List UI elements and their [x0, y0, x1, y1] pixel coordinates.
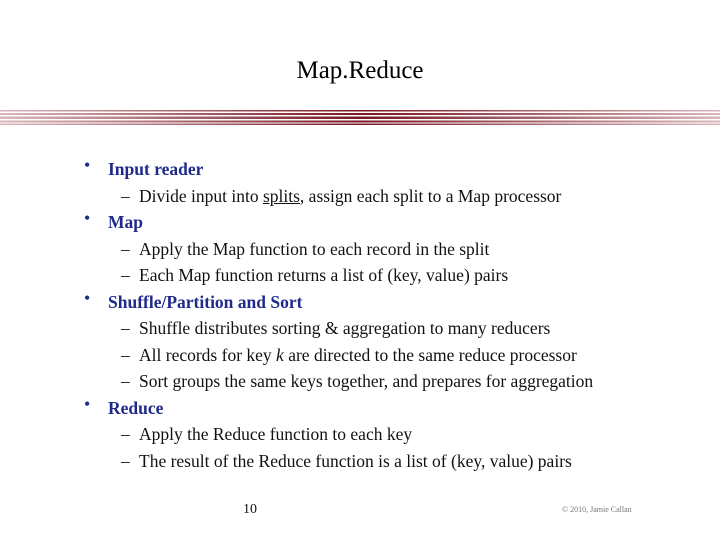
bullet-dot-icon: •	[84, 393, 91, 414]
bullet-item	[0, 156, 720, 209]
dash-icon: –	[121, 265, 130, 285]
sub-bullet-emphasis: k	[276, 344, 284, 365]
page-number: 10	[243, 502, 257, 517]
sub-bullet-text: , assign each split to a Map processor	[299, 185, 562, 206]
sub-bullet-text: All records for key	[139, 344, 277, 365]
dash-icon: –	[121, 371, 130, 391]
bullet-item	[0, 395, 720, 475]
sub-bullet-text: Shuffle distributes sorting & aggregation to many reducers	[139, 318, 551, 338]
dash-icon: –	[121, 344, 130, 365]
bullet-dot-icon: •	[84, 155, 91, 175]
bullet-dot-icon: •	[84, 208, 91, 228]
sub-bullet-text: The result of the Reduce function is a list of (key, value) pairs	[139, 450, 572, 471]
bullet-label: Input reader	[108, 159, 204, 179]
sub-bullet-text: Apply the Map function to each record in the split	[139, 238, 490, 259]
copyright-notice: © 2010, Jamie Callan	[562, 505, 632, 514]
bullet-heading	[0, 209, 720, 236]
bullet-item	[0, 209, 720, 289]
sub-bullet-text: Each Map function returns a list of (key, value) pairs	[139, 265, 509, 285]
slide-body	[0, 156, 720, 474]
dash-icon: –	[121, 238, 130, 259]
slide-title: Map.Reduce	[296, 57, 424, 84]
bullet-label: Shuffle/Partition and Sort	[108, 291, 303, 312]
sub-bullet-text: Sort groups the same keys together, and prepares for aggregation	[139, 371, 594, 391]
sub-bullet	[0, 236, 720, 263]
bullet-heading	[0, 395, 720, 422]
dash-icon: –	[121, 450, 130, 471]
sub-bullet	[0, 183, 720, 210]
sub-bullet	[0, 448, 720, 475]
dash-icon: –	[121, 185, 130, 206]
sub-bullet-emphasis: splits	[262, 185, 300, 206]
bullet-heading	[0, 156, 720, 183]
bullet-dot-icon: •	[84, 287, 91, 308]
sub-bullet-text: are directed to the same reduce processor	[283, 344, 577, 365]
sub-bullet	[0, 342, 720, 369]
sub-bullet	[0, 262, 720, 289]
decorative-rule-band	[0, 110, 720, 125]
bullet-item	[0, 289, 720, 395]
dash-icon: –	[121, 318, 130, 338]
sub-bullet	[0, 421, 720, 448]
sub-bullet-text: Divide input into	[139, 185, 263, 206]
sub-bullet	[0, 368, 720, 395]
sub-bullet-text: Apply the Reduce function to each key	[139, 424, 413, 444]
bullet-heading	[0, 289, 720, 316]
sub-bullet	[0, 315, 720, 342]
bullet-label: Map	[108, 212, 143, 232]
dash-icon: –	[121, 424, 130, 444]
bullet-label: Reduce	[108, 397, 164, 418]
